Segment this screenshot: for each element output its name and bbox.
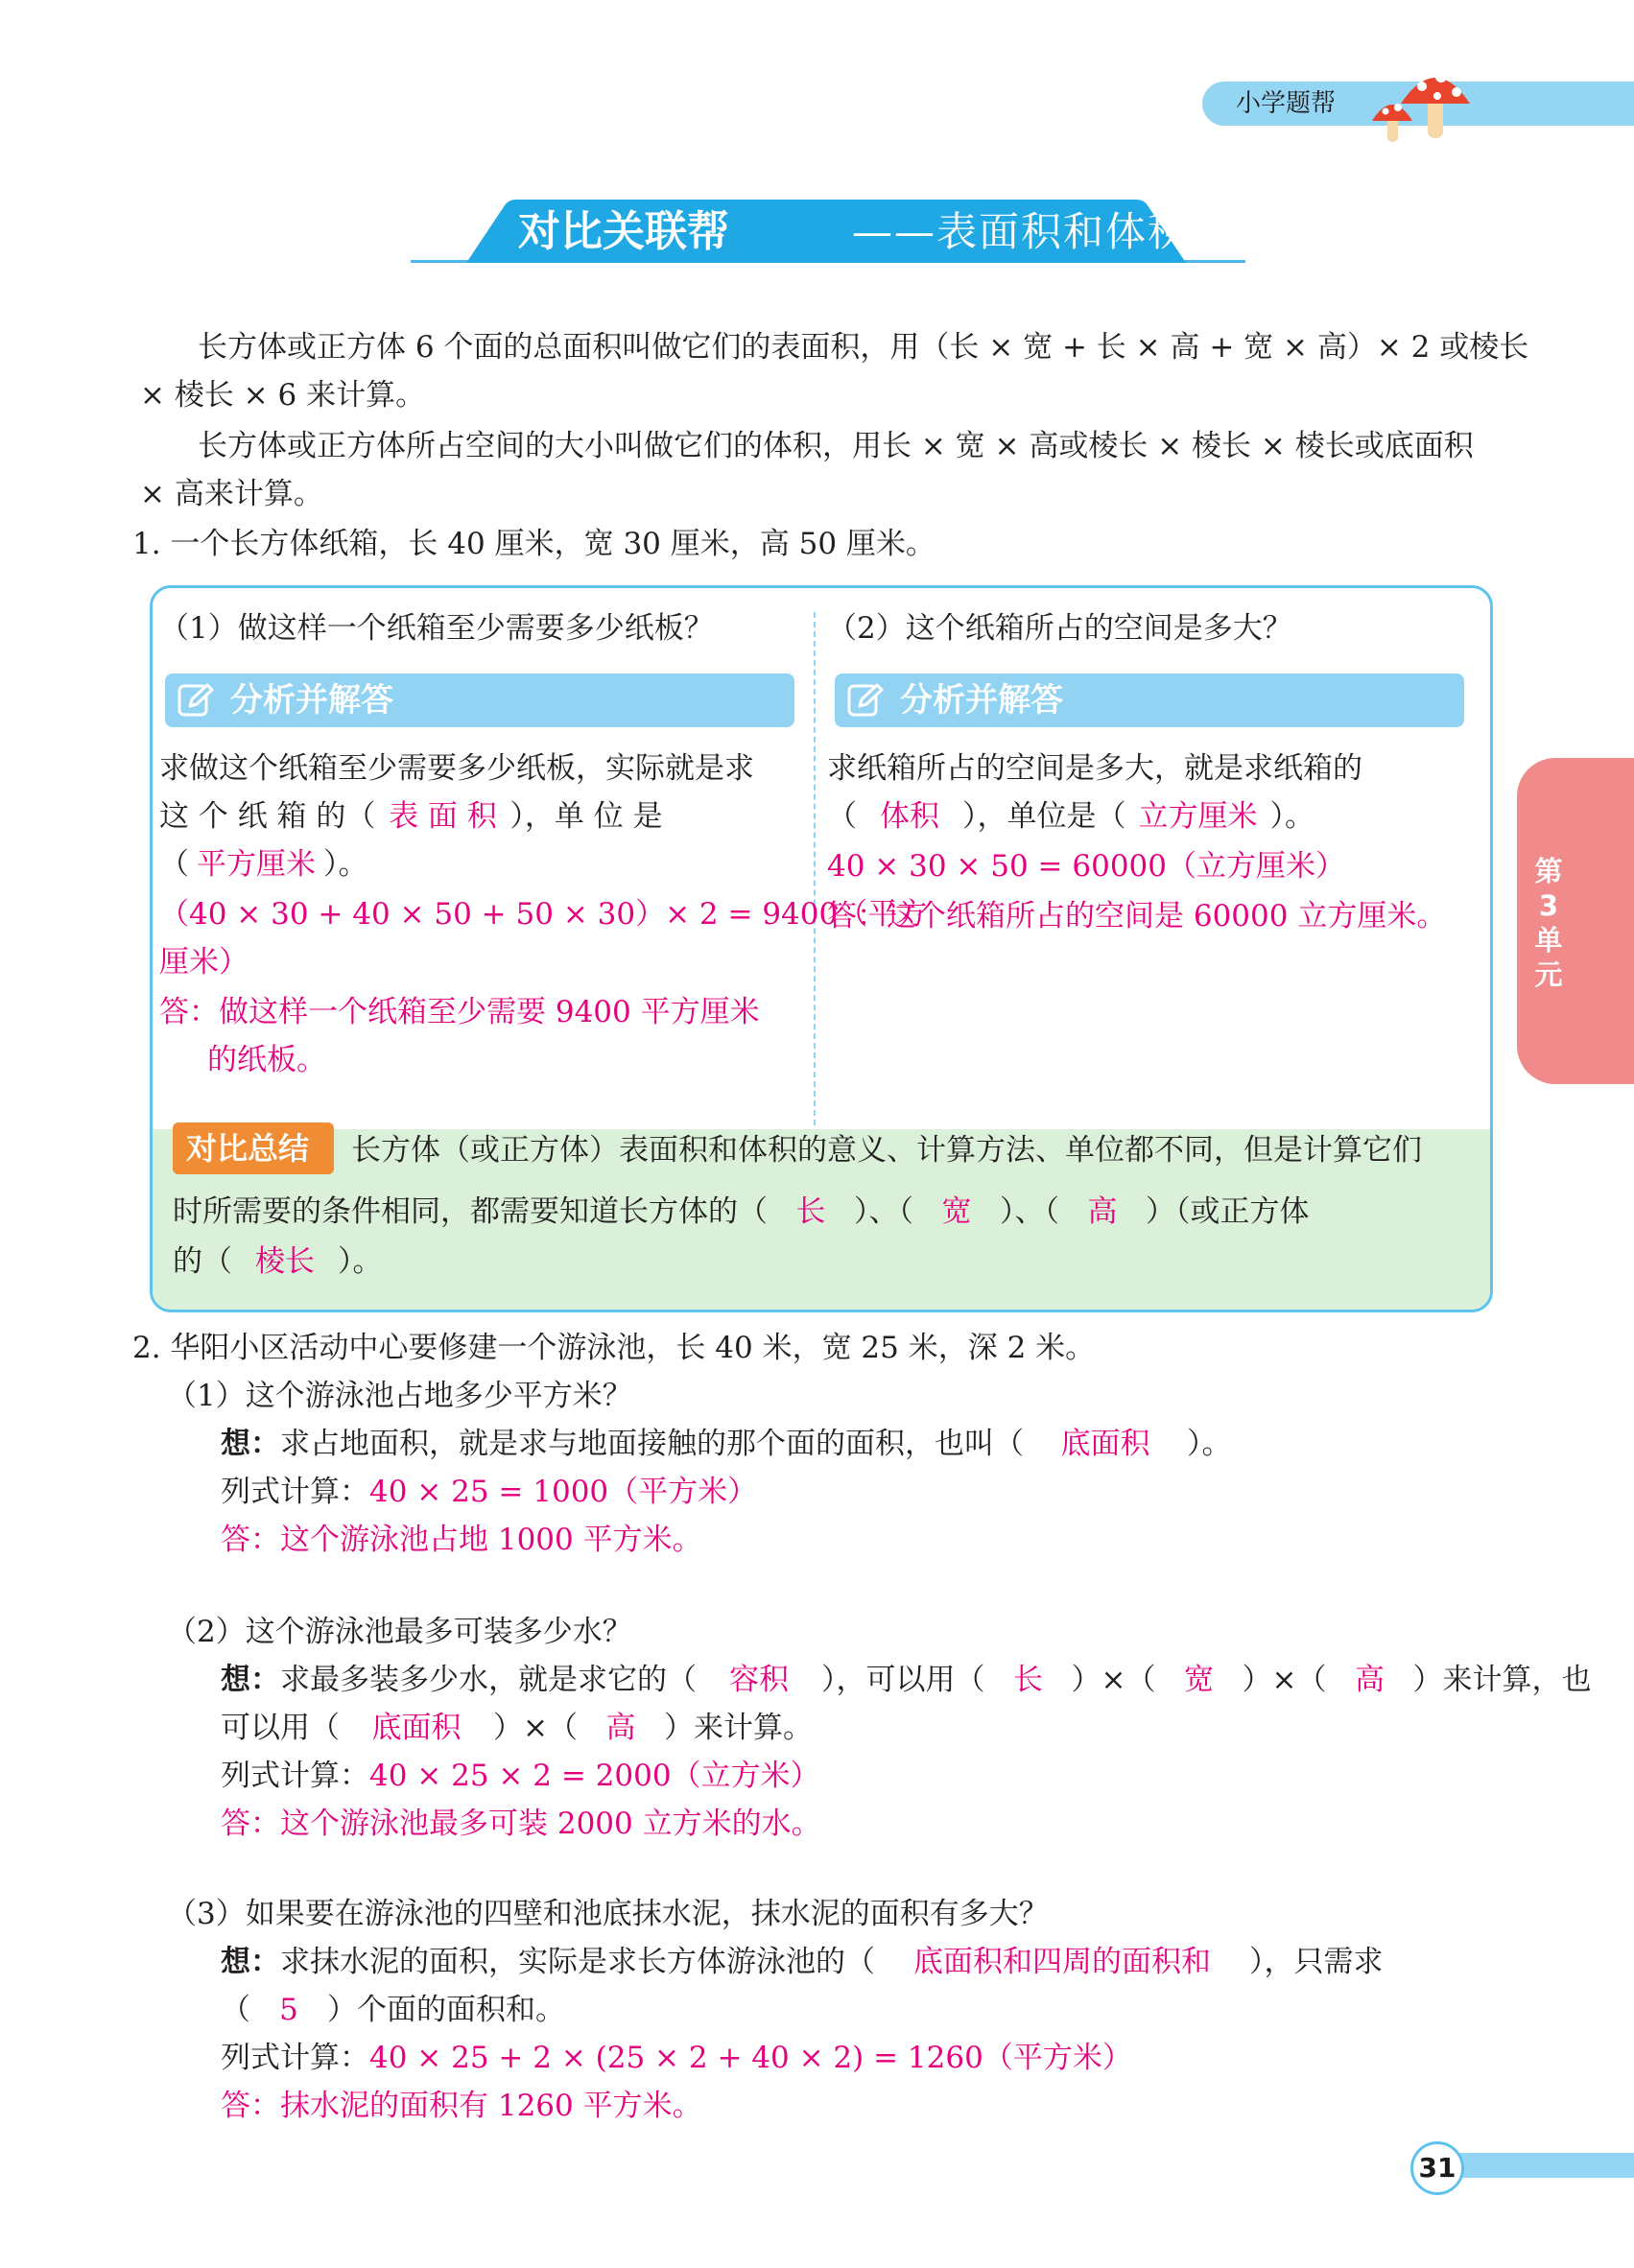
q2-part1-question: （1）这个游泳池占地多少平方米？	[167, 1379, 632, 1413]
answer-fill: 底面积	[371, 1711, 462, 1745]
calculation-line: 列式计算：40 × 25 = 1000（平方米）	[221, 1475, 758, 1509]
page-number: 31	[1418, 2152, 1456, 2184]
think-line: 可以用（ 底面积 ）×（ 高 ）来计算。	[221, 1704, 813, 1752]
answer-fill: 5	[279, 1993, 298, 2027]
analysis-text-line: 求纸箱所占的空间是多大，就是求纸箱的	[827, 751, 1362, 786]
think-line: 想：求最多装多少水，就是求它的（ 容积 ），可以用（ 长 ）×（ 宽 ）×（ 高 ）来计算，也	[221, 1656, 1591, 1704]
analysis-label: 分析并解答	[230, 681, 393, 720]
page-subtitle: ——表面积和体积	[852, 208, 1191, 255]
answer-fill: 平方厘米	[197, 847, 316, 882]
answer-text: 的纸板。	[207, 1043, 326, 1077]
calculation: 厘米）	[159, 945, 249, 980]
page-title: 对比关联帮	[518, 207, 729, 256]
think-line: 想：求抹水泥的面积，实际是求长方体游泳池的（ 底面积和四周的面积和 ），只需求	[221, 1938, 1384, 1986]
analysis-text-line: （ 体积 ），单位是（ 立方厘米 ）。	[827, 792, 1314, 840]
answer-fill: 底面积和四周的面积和	[913, 1945, 1211, 1979]
answer-fill: 宽	[1183, 1663, 1214, 1697]
think-line: 想：求占地面积，就是求与地面接触的那个面的面积，也叫（ 底面积 ）。	[221, 1420, 1232, 1468]
q1-part2-question: （2）这个纸箱所占的空间是多大？	[827, 611, 1292, 646]
edit-icon	[846, 681, 885, 720]
answer-text: 答：做这样一个纸箱至少需要 9400 平方厘米	[159, 995, 760, 1029]
answer-fill: 长	[1013, 1663, 1043, 1697]
calculation: （40 × 30 + 40 × 50 + 50 × 30）× 2 = 9400（平方	[159, 897, 928, 932]
answer-fill: 高	[605, 1711, 636, 1745]
summary-tag-label: 对比总结	[186, 1130, 310, 1167]
analysis-text-line: （ 平方厘米 ）。	[159, 840, 368, 888]
intro-line: 长方体或正方体 6 个面的总面积叫做它们的表面积，用（长 × 宽 + 长 × 高 + 宽 × 高）× 2 或棱长	[198, 330, 1529, 365]
answer-fill: 体积	[880, 799, 939, 834]
answer-text: 答：这个游泳池占地 1000 平方米。	[221, 1523, 702, 1557]
answer-fill: 高	[1087, 1194, 1118, 1229]
answer-text: 答：这个纸箱所占的空间是 60000 立方厘米。	[827, 899, 1447, 933]
answer-fill: 宽	[941, 1194, 972, 1229]
column-divider	[814, 612, 816, 1125]
answer-text: 答：这个游泳池最多可装 2000 立方米的水。	[221, 1807, 821, 1841]
calculation: 40 × 30 × 50 = 60000（立方厘米）	[827, 849, 1346, 884]
summary-text-line: 时所需要的条件相同，都需要知道长方体的（ 长 ）、（ 宽 ）、（ 高 ）（或正方体	[173, 1188, 1310, 1236]
answer-fill: 底面积	[1060, 1427, 1150, 1461]
question-1-title: 1. 一个长方体纸箱，长 40 厘米，宽 30 厘米，高 50 厘米。	[132, 527, 935, 561]
answer-fill: 立方厘米	[1138, 799, 1258, 834]
answer-fill: 容积	[729, 1663, 789, 1697]
intro-line: × 高来计算。	[140, 477, 323, 511]
answer-fill: 表 面 积	[389, 799, 497, 834]
question-2-title: 2. 华阳小区活动中心要修建一个游泳池，长 40 米，宽 25 米，深 2 米。	[132, 1331, 1096, 1365]
answer-fill: 高	[1354, 1663, 1385, 1697]
page-number-band	[1449, 2153, 1634, 2178]
summary-text-line: 长方体（或正方体）表面积和体积的意义、计算方法、单位都不同，但是计算它们	[351, 1133, 1422, 1168]
think-line: （ 5 ）个面的面积和。	[221, 1986, 565, 2034]
unit-label: 第 3 单 元	[1534, 855, 1563, 991]
q1-part1-question: （1）做这样一个纸箱至少需要多少纸板？	[159, 611, 714, 646]
q2-part2-question: （2）这个游泳池最多可装多少水？	[167, 1615, 632, 1649]
answer-text: 答：抹水泥的面积有 1260 平方米。	[221, 2089, 702, 2123]
edit-icon	[177, 681, 215, 720]
mushroom-icon	[1353, 58, 1478, 149]
intro-line: 长方体或正方体所占空间的大小叫做它们的体积，用长 × 宽 × 高或棱长 × 棱长 × 棱长或底面积	[198, 429, 1474, 463]
calculation-line: 列式计算：40 × 25 + 2 × (25 × 2 + 40 × 2) = 1260（平方米）	[221, 2041, 1132, 2075]
analysis-text-line: 求做这个纸箱至少需要多少纸板，实际就是求	[159, 751, 754, 786]
intro-line: × 棱长 × 6 来计算。	[140, 378, 426, 413]
analysis-text-line: 这 个 纸 箱 的（ 表 面 积 ），单 位 是	[159, 792, 663, 840]
brand-name: 小学题帮	[1236, 89, 1337, 118]
analysis-label: 分析并解答	[900, 681, 1063, 720]
calculation-line: 列式计算：40 × 25 × 2 = 2000（立方米）	[221, 1759, 820, 1793]
summary-text-line: 的（ 棱长 ）。	[173, 1238, 383, 1286]
answer-fill: 长	[795, 1194, 826, 1229]
answer-fill: 棱长	[255, 1244, 315, 1279]
q2-part3-question: （3）如果要在游泳池的四壁和池底抹水泥，抹水泥的面积有多大？	[167, 1897, 1049, 1931]
